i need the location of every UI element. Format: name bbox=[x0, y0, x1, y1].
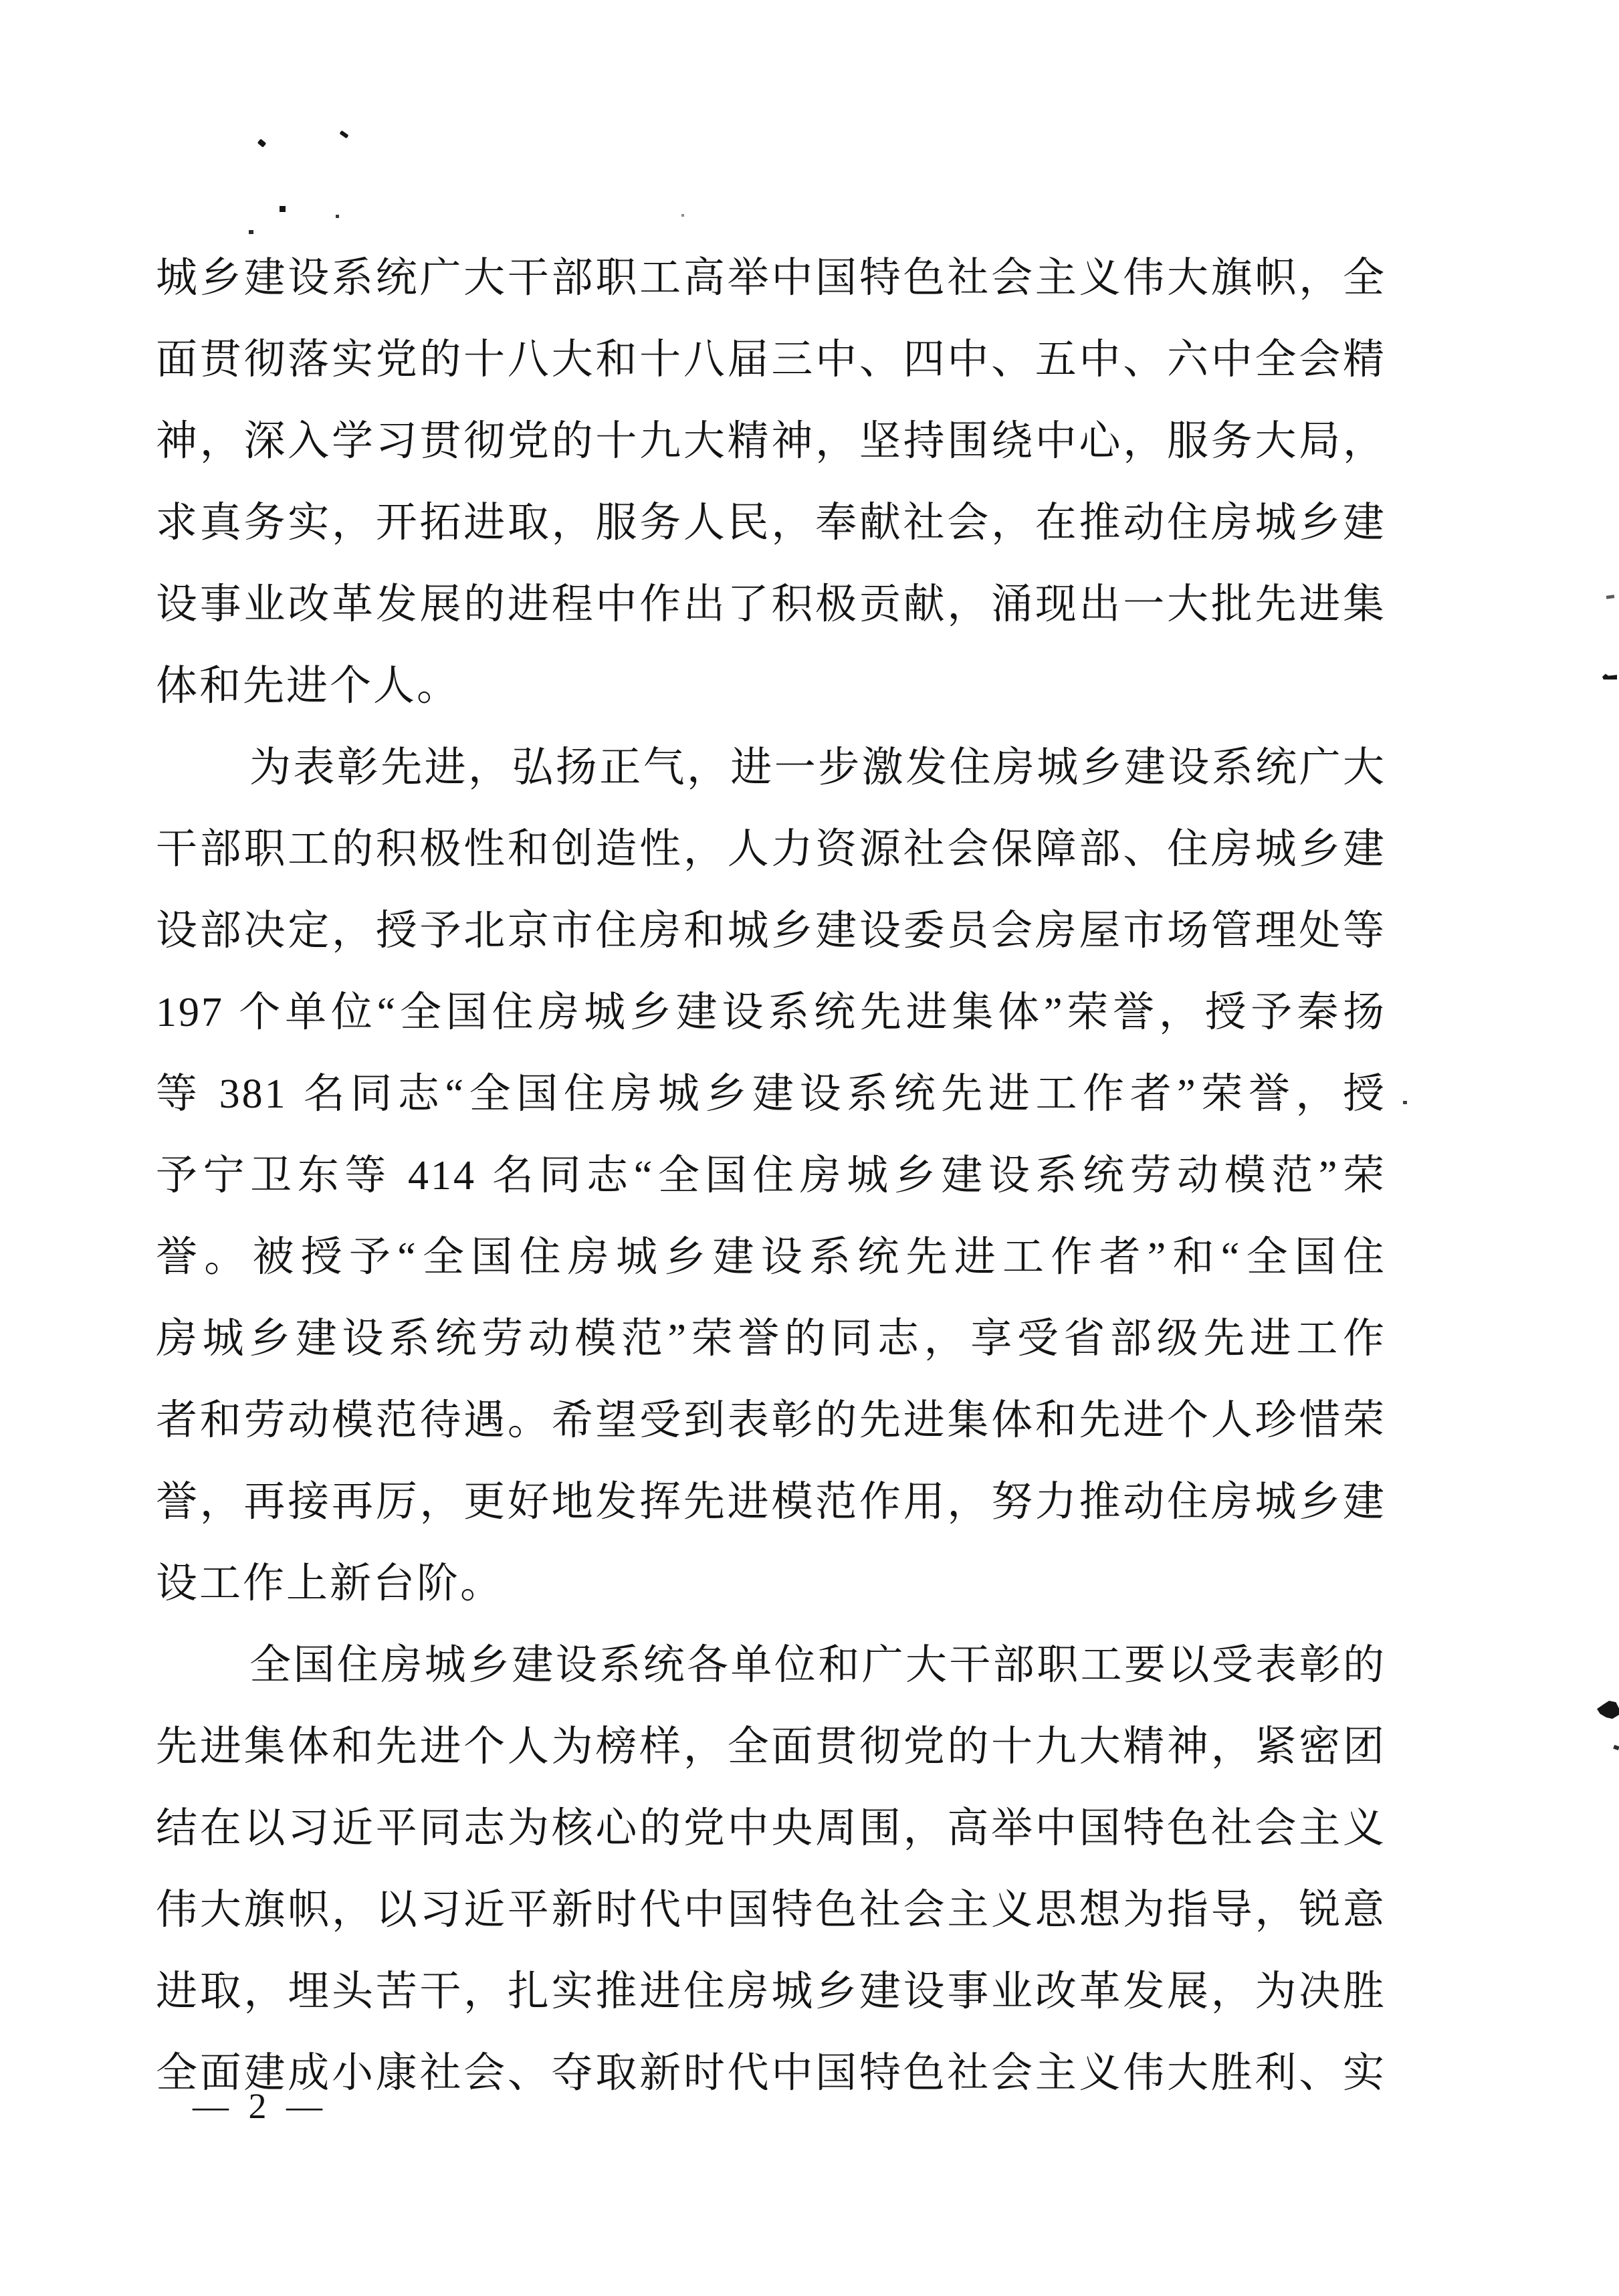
text-line: 予宁卫东等 414 名同志“全国住房城乡建设系统劳动模范”荣 bbox=[156, 1153, 1386, 1198]
scan-speck bbox=[280, 206, 286, 212]
text-line: 设工作上新台阶。 bbox=[156, 1561, 504, 1606]
text-line: 房城乡建设系统劳动模范”荣誉的同志，享受省部级先进工作 bbox=[156, 1316, 1386, 1362]
scan-speck bbox=[1403, 1101, 1407, 1104]
text-line: 全面建成小康社会、夺取新时代中国特色社会主义伟大胜利、实 bbox=[156, 2051, 1386, 2096]
text-line: 面贯彻落实党的十八大和十八届三中、四中、五中、六中全会精 bbox=[156, 337, 1386, 383]
scan-speck bbox=[681, 214, 684, 217]
scan-speck bbox=[339, 130, 348, 138]
text-line: 全国住房城乡建设系统各单位和广大干部职工要以受表彰的 bbox=[249, 1643, 1386, 1688]
text-line: 先进集体和先进个人为榜样，全面贯彻党的十九大精神，紧密团 bbox=[156, 1724, 1386, 1770]
text-line: 进取，埋头苦干，扎实推进住房城乡建设事业改革发展，为决胜 bbox=[156, 1969, 1386, 2014]
scan-mark bbox=[1602, 673, 1617, 680]
scan-speck bbox=[257, 138, 267, 147]
scan-blob bbox=[1597, 1701, 1619, 1719]
scan-speck bbox=[1613, 1745, 1619, 1750]
text-line: 神，深入学习贯彻党的十九大精神，坚持围绕中心，服务大局， bbox=[156, 419, 1386, 464]
text-line: 誉。被授予“全国住房城乡建设系统先进工作者”和“全国住 bbox=[156, 1235, 1386, 1280]
scan-speck bbox=[249, 230, 253, 234]
text-line: 197 个单位“全国住房城乡建设系统先进集体”荣誉，授予秦扬 bbox=[156, 990, 1386, 1035]
text-line: 伟大旗帜，以习近平新时代中国特色社会主义思想为指导，锐意 bbox=[156, 1887, 1386, 1933]
text-line: 誉，再接再厉，更好地发挥先进模范作用，努力推动住房城乡建 bbox=[156, 1479, 1386, 1525]
text-line: 设部决定，授予北京市住房和城乡建设委员会房屋市场管理处等 bbox=[156, 908, 1386, 954]
scan-mark bbox=[1606, 595, 1615, 599]
text-line: 体和先进个人。 bbox=[156, 663, 461, 709]
text-line: 求真务实，开拓进取，服务人民，奉献社会，在推动住房城乡建 bbox=[156, 500, 1386, 546]
page-number: — 2 — bbox=[193, 2086, 328, 2126]
text-line: 干部职工的积极性和创造性，人力资源社会保障部、住房城乡建 bbox=[156, 827, 1386, 872]
scan-speck bbox=[336, 215, 339, 218]
text-line: 为表彰先进，弘扬正气，进一步激发住房城乡建设系统广大 bbox=[249, 745, 1386, 791]
text-line: 等 381 名同志“全国住房城乡建设系统先进工作者”荣誉，授 bbox=[156, 1071, 1386, 1117]
text-line: 者和劳动模范待遇。希望受到表彰的先进集体和先进个人珍惜荣 bbox=[156, 1398, 1386, 1443]
text-line: 城乡建设系统广大干部职工高举中国特色社会主义伟大旗帜，全 bbox=[156, 255, 1386, 301]
text-line: 结在以习近平同志为核心的党中央周围，高举中国特色社会主义 bbox=[156, 1806, 1386, 1851]
text-line: 设事业改革发展的进程中作出了积极贡献，涌现出一大批先进集 bbox=[156, 582, 1386, 627]
document-body bbox=[156, 237, 1386, 2114]
